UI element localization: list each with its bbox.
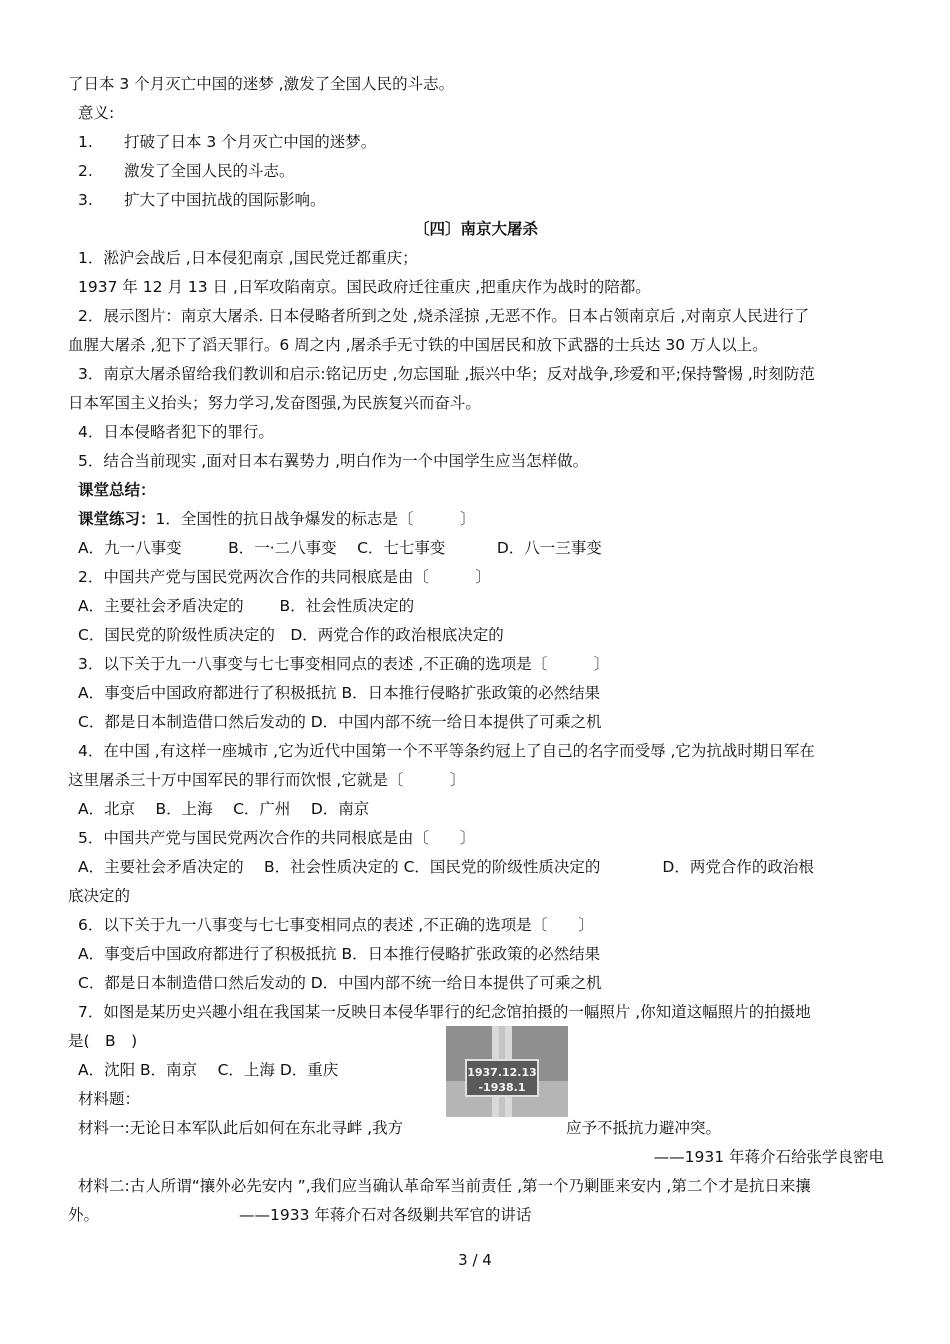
- item-text: 打破了日本 3 个月灭亡中国的迷梦。: [124, 133, 377, 151]
- question-4: 4．在中国 ,有这样一座城市 ,它为近代中国第一个不平等条约冠上了自己的名字而受辱 ,它为抗战时期日军在: [78, 742, 815, 760]
- section-title: 〔四〕南京大屠杀: [413, 220, 538, 238]
- question-3: 3．以下关于九一八事变与七七事变相同点的表述 ,不正确的选项是〔 〕: [78, 655, 610, 673]
- question-options: A．沈阳 B．南京 C．上海 D．重庆: [78, 1061, 339, 1079]
- question-options: A．九一八事变 B．一·二八事变 C．七七事变 D．八一三事变: [78, 539, 602, 557]
- question-options: A．主要社会矛盾决定的 B．社会性质决定的 C．国民党的阶级性质决定的 D．两党合作的政治根: [78, 858, 814, 876]
- meaning-item: [78, 157, 295, 185]
- item-text: 激发了全国人民的斗志。: [124, 162, 295, 180]
- item-text: 扩大了中国抗战的国际影响。: [124, 191, 326, 209]
- material-2-cont: [68, 1201, 531, 1229]
- paragraph-line: 2．展示图片：南京大屠杀. 日本侵略者所到之处 ,烧杀淫掠 ,无恶不作。日本占领南京后 ,对南京人民进行了: [78, 307, 810, 325]
- question-options: A．事变后中国政府都进行了积极抵抗 B．日本推行侵略扩张政策的必然结果: [78, 684, 601, 702]
- material-1-left: 材料一:无论日本军队此后如何在东北寻衅 ,我方: [78, 1119, 404, 1137]
- material-label: 材料题：: [78, 1090, 141, 1108]
- question-text: 1．全国性的抗日战争爆发的标志是〔 〕: [155, 510, 476, 528]
- paragraph-line: 1937 年 12 月 13 日 ,日军攻陷南京。国民政府迁往重庆 ,把重庆作为战时的陪都。: [78, 278, 651, 296]
- material-1-right: 应予不抵抗力避冲突。: [566, 1119, 722, 1137]
- paragraph-line: 血腥大屠杀 ,犯下了滔天罪行。6 周之内 ,屠杀手无寸铁的中国居民和放下武器的士兵达 30 万人以上。: [68, 336, 768, 354]
- paragraph-line: 日本军国主义抬头；努力学习,发奋图强,为民族复兴而奋斗。: [68, 394, 481, 412]
- question-7-cont: 是( B ): [68, 1032, 138, 1050]
- item-number: 2.: [78, 162, 93, 180]
- photo-text-bottom: -1938.1: [478, 1081, 526, 1094]
- question-options-cont: 底决定的: [68, 887, 131, 905]
- question-2: 2．中国共产党与国民党两次合作的共同根底是由〔 〕: [78, 568, 491, 586]
- item-number: 3.: [78, 191, 93, 209]
- material-1-source: ——1931 年蒋介石给张学良密电: [653, 1148, 884, 1166]
- memorial-monument-image: [446, 1026, 568, 1117]
- meaning-item: [78, 128, 376, 156]
- question-options: A．北京 B．上海 C．广州 D．南京: [78, 800, 370, 818]
- material-2: 材料二:古人所谓“攘外必先安内 ”,我们应当确认革命军当前责任 ,第一个乃剿匪来安内 ,第二个才是抗日来攘: [78, 1177, 811, 1195]
- paragraph-line: 5．结合当前现实 ,面对日本右翼势力 ,明白作为一个中国学生应当怎样做。: [78, 452, 589, 470]
- question-1: [78, 505, 475, 533]
- page-number: 3 / 4: [458, 1251, 492, 1269]
- question-7: 7．如图是某历史兴趣小组在我国某一反映日本侵华罪行的纪念馆拍摄的一幅照片 ,你知道这幅照片的拍摄地: [78, 1003, 811, 1021]
- question-options: C．都是日本制造借口然后发动的 D．中国内部不统一给日本提供了可乘之机: [78, 974, 602, 992]
- memorial-photo: [446, 1026, 568, 1117]
- carry-over-line: 了日本 3 个月灭亡中国的迷梦 ,激发了全国人民的斗志。: [68, 75, 455, 93]
- question-6: 6．以下关于九一八事变与七七事变相同点的表述 ,不正确的选项是〔 〕: [78, 916, 594, 934]
- meaning-label: 意义:: [78, 104, 115, 122]
- paragraph-line: 3．南京大屠杀留给我们教训和启示:铭记历史 ,勿忘国耻 ,振兴中华；反对战争,珍爱和平;保持警惕 ,时刻防范: [78, 365, 815, 383]
- meaning-item: [78, 186, 326, 214]
- material-2-text: 外。: [68, 1206, 100, 1224]
- question-options: C．都是日本制造借口然后发动的 D．中国内部不统一给日本提供了可乘之机: [78, 713, 602, 731]
- question-options: A．事变后中国政府都进行了积极抵抗 B．日本推行侵略扩张政策的必然结果: [78, 945, 601, 963]
- question-5: 5．中国共产党与国民党两次合作的共同根底是由〔 〕: [78, 829, 476, 847]
- question-options: C．国民党的阶级性质决定的 D．两党合作的政治根底决定的: [78, 626, 504, 644]
- summary-label: 课堂总结：: [78, 481, 156, 499]
- photo-text-top: 1937.12.13: [467, 1066, 537, 1079]
- paragraph-line: 1．淞沪会战后 ,日本侵犯南京 ,国民党迁都重庆；: [78, 249, 418, 267]
- paragraph-line: 4．日本侵略者犯下的罪行。: [78, 423, 274, 441]
- item-number: 1.: [78, 133, 93, 151]
- exercise-label: 课堂练习：: [78, 510, 156, 528]
- question-4-cont: 这里屠杀三十万中国军民的罪行而饮恨 ,它就是〔 〕: [68, 771, 466, 789]
- question-options: A．主要社会矛盾决定的 B．社会性质决定的: [78, 597, 415, 615]
- material-2-source: ——1933 年蒋介石对各级剿共军官的讲话: [239, 1206, 532, 1224]
